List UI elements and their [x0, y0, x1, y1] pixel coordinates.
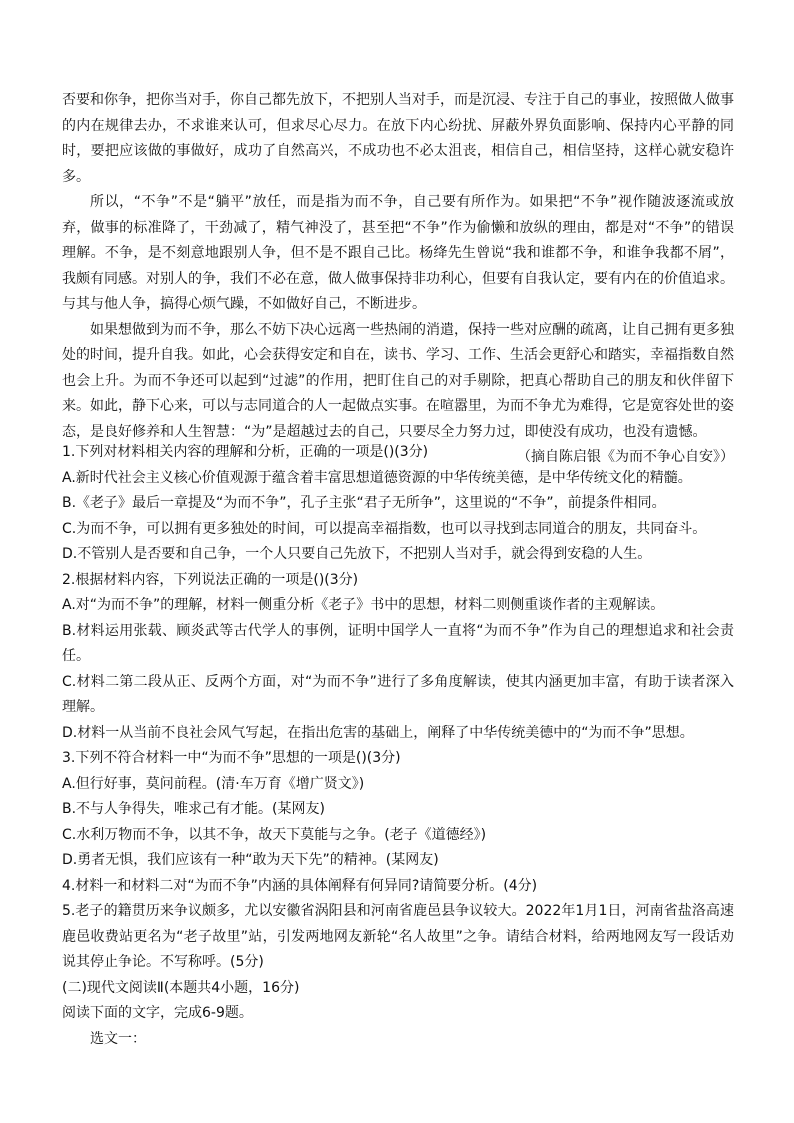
question-2-option-d: D.材料一从当前不良社会风气写起，在指出危害的基础上，阐释了中华传统美德中的“为而不争”思想。	[62, 724, 694, 741]
question-1-option-a: A.新时代社会主义核心价值观源于蕴含着丰富思想道德资源的中华传统美德，是中华传统文化的精髓。	[62, 469, 692, 486]
question-list	[62, 440, 734, 1052]
question-2: 2.根据材料内容，下列说法正确的一项是()(3分)	[62, 571, 359, 588]
question-4: 4.材料一和材料二对“为而不争”内涵的具体阐释有何异同?请简要分析。(4分)	[62, 877, 538, 894]
section-subheading: 选文一：	[90, 1030, 146, 1047]
question-1-option-d: D.不管别人是否要和自己争，一个人只要自己先放下，不把别人当对手，就会得到安稳的人生。	[62, 546, 652, 562]
question-3-option-a: A.但行好事，莫问前程。(清·车万育《增广贤文》)	[62, 775, 365, 792]
question-2-option-c: C.材料二第二段从正、反两个方面，对“为而不争”进行了多角度解读，使其内涵更加丰富，有助于读者深入理解。	[62, 673, 734, 715]
question-2-option-a: A.对“为而不争”的理解，材料一侧重分析《老子》书中的思想，材料二则侧重谈作者的主观解读。	[62, 597, 665, 613]
section-instruction: 阅读下面的文字，完成6-9题。	[62, 1005, 253, 1021]
question-3: 3.下列不符合材料一中“为而不争”思想的一项是()(3分)	[62, 750, 401, 766]
question-3-option-b: B.不与人争得失，唯求己有才能。(某网友)	[62, 801, 325, 817]
passage-paragraph-1: 否要和你争，把你当对手，你自己都先放下，不把别人当对手，而是沉浸、专注于自己的事业，按照做人做事的内在规律去办，不求谁来认可，但求尽心尽力。在放下内心纷扰、屏蔽外界负面影响、保持内心平静的同时，要把应该做的事做好，成功了自然高兴，不成功也不必太沮丧，相信自己，相信坚持，这样心就安稳许多。	[62, 92, 734, 185]
reading-passage	[62, 88, 734, 471]
question-1-option-c: C.为而不争，可以拥有更多独处的时间，可以提高幸福指数，也可以寻找到志同道合的朋友，共同奋斗。	[62, 520, 707, 537]
passage-attribution: （摘自陈启银《为而不争心自安》）	[517, 449, 734, 465]
question-3-option-d: D.勇者无惧，我们应该有一种“敢为天下先”的精神。(某网友)	[62, 852, 439, 868]
question-1-option-b: B.《老子》最后一章提及“为而不争”，孔子主张“君子无所争”，这里说的“不争”，前提条件相同。	[62, 495, 666, 511]
question-3-option-c: C.水利万物而不争，以其不争，故天下莫能与之争。(老子《道德经》)	[62, 826, 487, 843]
passage-paragraph-3: 如果想做到为而不争，那么不妨下决心远离一些热闹的消遣，保持一些对应酬的疏离，让自己拥有更多独处的时间，提升自我。如此，心会获得安定和自在，读书、学习、工作、生活会更舒心和踏实，幸福指数自然也会上升。为而不争还可以起到“过滤”的作用，把盯住自己的对手剔除，把真心帮助自己的朋友和伙伴留下来。如此，静下心来，可以与志同道合的人一起做点实事。在喧嚣里，为而不争尤为难得，它是宽容处世的姿态，是良好修养和人生智慧：“为”是超越过去的自己，只要尽全力努力过，即使没有成功，也没有遗憾。	[62, 321, 734, 440]
question-1: 1.下列对材料相关内容的理解和分析，正确的一项是()(3分)	[62, 444, 429, 460]
section-heading: (二)现代文阅读Ⅱ(本题共4小题，16分)	[62, 979, 300, 996]
passage-paragraph-2: 所以，“不争”不是“躺平”放任，而是指为而不争，自己要有所作为。如果把“不争”视作随波逐流或放弃，做事的标准降了，干劲减了，精气神没了，甚至把“不争”作为偷懒和放纵的理由，都是对“不争”的错误理解。不争，是不刻意地跟别人争，但不是不跟自己比。杨绛先生曾说“我和谁都不争，和谁争我都不屑”，我颇有同感。对别人的争，我们不必在意，做人做事保持非功利心，但要有自我认定，要有内在的价值追求。与其与他人争，搞得心烦气躁，不如做好自己，不断进步。	[62, 194, 734, 312]
question-2-option-b: B.材料运用张载、顾炎武等古代学人的事例，证明中国学人一直将“为而不争”作为自己的理想追求和社会责任。	[62, 622, 734, 664]
question-5: 5.老子的籍贯历来争议颇多，尤以安徽省涡阳县和河南省鹿邑县争议较大。2022年1月1日，河南省盐洛高速鹿邑收费站更名为“老子故里”站，引发两地网友新轮“名人故里”之争。请结合材料，给两地网友写一段话劝说其停止争论。不写称呼。(5分)	[62, 903, 734, 970]
